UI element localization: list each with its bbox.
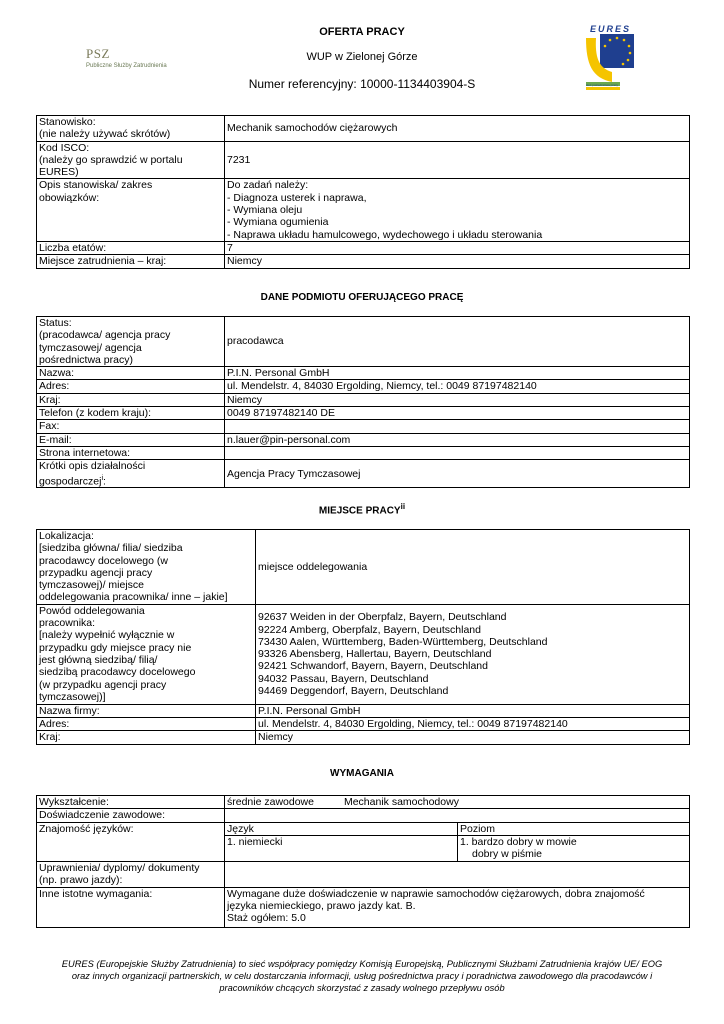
row-fax: [37, 420, 690, 433]
eures-logo-icon: [582, 24, 638, 92]
row-opis: [37, 179, 690, 241]
label-isco: Kod ISCO: (należy go sprawdzić w portalu EURES): [37, 141, 225, 179]
psz-logo-text: PSZ: [86, 46, 110, 61]
value-kraj: Niemcy: [225, 255, 690, 268]
section-title-workplace: MIEJSCE PRACY$^{ii}$: [318, 502, 406, 517]
row-isco: [37, 141, 690, 179]
value-etaty: 7: [225, 241, 690, 254]
label-status: Status: (pracodawca/ agencja pracy tymczasowej/ agencja pośrednictwa pracy): [37, 317, 225, 367]
psz-logo: [86, 46, 167, 69]
row-stanowisko: [37, 116, 690, 142]
location-item: 92637 Weiden in der Oberpfalz, Bayern, Deutschland: [258, 611, 507, 624]
workplace-table: [36, 529, 690, 745]
value-nazwa: P.I.N. Personal GmbH: [225, 367, 690, 380]
label-stanowisko: Stanowisko: (nie należy używać skrótów): [37, 116, 225, 142]
eures-logo-tagline: sieć pośrednictwa pracy: [586, 83, 619, 87]
job-table: [36, 115, 690, 269]
label-firma: Nazwa firmy:: [37, 704, 256, 717]
value-doswiadczenie: [225, 809, 690, 822]
label-powod: Powód oddelegowania pracownika: [należy wypełnić wyłącznie w przypadku gdy miejsce pracy nie jest główną siedzibą/ filią/ siedzibą pracodawcy docelowego (w przypadku agencji pracy tymczasowej)]: [37, 604, 256, 704]
label-opis: Opis stanowiska/ zakres obowiązków:: [37, 179, 225, 241]
row-inne: [37, 887, 690, 927]
value-firma: P.I.N. Personal GmbH: [256, 704, 690, 717]
label-telefon: Telefon (z kodem kraju):: [37, 407, 225, 420]
location-item: 92421 Schwandorf, Bayern, Bayern, Deutschland: [258, 660, 488, 673]
office-name: WUP w Zielonej Górze: [306, 51, 418, 63]
location-item: 93326 Abensberg, Hallertau, Bayern, Deutschland: [258, 648, 492, 661]
row-etaty: [37, 241, 690, 254]
row-firma: [37, 704, 690, 717]
row-kraj: [37, 393, 690, 406]
section-title-requirements: WYMAGANIA: [330, 768, 394, 779]
footer-note: EURES (Europejskie Służby Zatrudnienia) to sieć współpracy pomiędzy Komisją Europejską, Publicznymi Służbami Zatrudnienia krajów UE/ EOG oraz innych organizacji partnerskich, w celu dostarczania informacji, usług pośrednictwa pracy i poradnictwa zawodowego dla pracodawców i pracowników chcących skorzystać z zasady wolnego przepływu osób: [61, 959, 663, 993]
requirements-table: [36, 795, 690, 928]
row-www: [37, 446, 690, 459]
value-kraj: Niemcy: [225, 393, 690, 406]
row-status: [37, 317, 690, 367]
section-title-employer: DANE PODMIOTU OFERUJĄCEGO PRACĘ: [260, 292, 464, 303]
row-lokalizacja: [37, 530, 690, 605]
header-poziom: Poziom: [458, 822, 690, 835]
page-title: OFERTA PRACY: [319, 26, 405, 38]
psz-logo-subtitle: Publiczne Służby Zatrudnienia: [86, 63, 167, 69]
value-fax: [225, 420, 690, 433]
value-isco: 7231: [225, 141, 690, 179]
value-uprawnienia: [225, 861, 690, 887]
reference-number: Numer referencyjny: 10000-1134403904-S: [248, 77, 476, 91]
value-telefon: 0049 87197482140 DE: [225, 407, 690, 420]
label-kraj: Kraj:: [37, 731, 256, 744]
employer-table: [36, 316, 690, 488]
label-kraj: Kraj:: [37, 393, 225, 406]
eures-logo-text: EURES: [590, 24, 632, 34]
row-adres: [37, 718, 690, 731]
label-etaty: Liczba etatów:: [37, 241, 225, 254]
row-powod: [37, 604, 690, 704]
row-kraj: [37, 255, 690, 268]
row-adres: [37, 380, 690, 393]
value-wyksztalcenie: średnie zawodowe Mechanik samochodowy: [225, 796, 690, 809]
eures-logo: [582, 24, 638, 92]
value-opis-dzialalnosci: Agencja Pracy Tymczasowej: [225, 460, 690, 488]
value-adres: ul. Mendelstr. 4, 84030 Ergolding, Niemcy, tel.: 0049 87197482140: [256, 718, 690, 731]
label-adres: Adres:: [37, 718, 256, 731]
row-uprawnienia: [37, 861, 690, 887]
label-lokalizacja: Lokalizacja: [siedziba główna/ filia/ siedziba pracodawcy docelowego (w przypadku agencji pracy tymczasowej)/ miejsce oddelegowania pracownika/ inne – jakie]: [37, 530, 256, 605]
row-nazwa: [37, 367, 690, 380]
label-email: E-mail:: [37, 433, 225, 446]
value-opis: Do zadań należy: - Diagnoza usterek i naprawa, - Wymiana oleju - Wymiana ogumienia - Naprawa układu hamulcowego, wydechowego i układu sterowania: [225, 179, 690, 241]
label-wyksztalcenie: Wykształcenie:: [37, 796, 225, 809]
row-opis-dzialalnosci: [37, 460, 690, 488]
label-doswiadczenie: Doświadczenie zawodowe:: [37, 809, 225, 822]
location-item: 92224 Amberg, Oberpfalz, Bayern, Deutschland: [258, 623, 481, 636]
row-wyksztalcenie: [37, 796, 690, 809]
value-inne: Wymagane duże doświadczenie w naprawie samochodów ciężarowych, dobra znajomość języka niemieckiego, prawo jazdy kat. B. Staż ogółem: 5.0: [225, 887, 690, 927]
location-item: 73430 Aalen, Württemberg, Baden-Württemberg, Deutschland: [258, 635, 548, 648]
value-powod: [256, 604, 690, 704]
row-email: [37, 433, 690, 446]
label-uprawnienia: Uprawnienia/ dyplomy/ dokumenty (np. prawo jazdy):: [37, 861, 225, 887]
value-lokalizacja: miejsce oddelegowania: [256, 530, 690, 605]
value-status: pracodawca: [225, 317, 690, 367]
value-kraj: Niemcy: [256, 731, 690, 744]
row-kraj: [37, 731, 690, 744]
label-kraj: Miejsce zatrudnienia – kraj:: [37, 255, 225, 268]
location-item: 94469 Deggendorf, Bayern, Deutschland: [258, 685, 449, 698]
value-adres: ul. Mendelstr. 4, 84030 Ergolding, Niemcy, tel.: 0049 87197482140: [225, 380, 690, 393]
label-jezyki: Znajomość języków:: [37, 822, 225, 861]
value-stanowisko: Mechanik samochodów ciężarowych: [225, 116, 690, 142]
label-opis-dzialalnosci: Krótki opis działalności gospodarczej$^i$:: [37, 460, 225, 488]
row-telefon: [37, 407, 690, 420]
label-adres: Adres:: [37, 380, 225, 393]
value-jezyk: 1. niemiecki: [225, 835, 458, 861]
label-www: Strona internetowa:: [37, 446, 225, 459]
row-doswiadczenie: [37, 809, 690, 822]
row-jezyki: [37, 822, 690, 835]
location-item: 94032 Passau, Bayern, Deutschland: [258, 672, 429, 685]
header-jezyk: Język: [225, 822, 458, 835]
label-nazwa: Nazwa:: [37, 367, 225, 380]
value-www: [225, 446, 690, 459]
label-inne: Inne istotne wymagania:: [37, 887, 225, 927]
value-poziom: 1. bardzo dobry w mowie dobry w piśmie: [458, 835, 690, 861]
value-email: n.lauer@pin-personal.com: [225, 433, 690, 446]
label-fax: Fax:: [37, 420, 225, 433]
